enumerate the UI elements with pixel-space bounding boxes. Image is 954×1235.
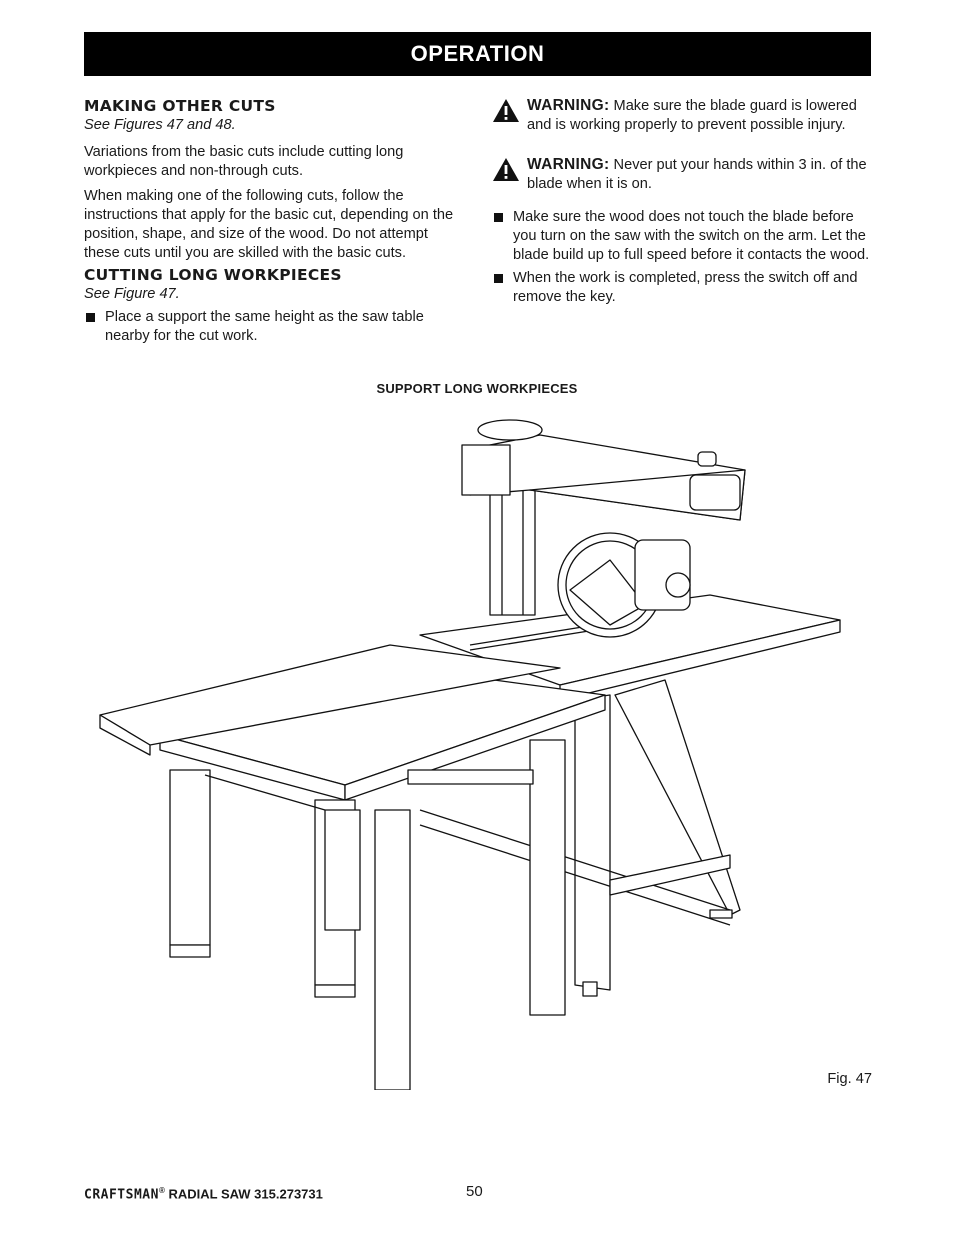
warning-triangle-icon xyxy=(492,98,520,123)
registered-mark: ® xyxy=(158,1186,165,1195)
brand-logo: CRAFTSMAN xyxy=(84,1187,159,1203)
paragraph: Variations from the basic cuts include cutting long workpieces and non-through cuts. xyxy=(84,144,404,179)
figure-reference: See Figures 47 and 48. xyxy=(84,117,236,133)
bullet-item xyxy=(492,269,874,307)
warning-text: Make sure the blade guard is lowered and is working properly to prevent possible injury. xyxy=(527,98,857,133)
figure-reference: See Figure 47. xyxy=(84,286,180,302)
page-number: 50 xyxy=(466,1183,483,1200)
bullet-text: Place a support the same height as the saw table nearby for the cut work. xyxy=(105,309,424,344)
right-column xyxy=(492,96,874,311)
section-heading-other-cuts: MAKING OTHER CUTS xyxy=(84,97,276,115)
warning-blade-guard xyxy=(492,96,874,135)
paragraph: When making one of the following cuts, follow the instructions that apply for the basic cut, depending on the position, shape, and size of the wood. Do not attempt these cuts until you are skilled with the basic cuts. xyxy=(84,188,454,261)
support-table xyxy=(100,645,605,1090)
bullet-square-icon xyxy=(494,213,503,222)
figure-title: SUPPORT LONG WORKPIECES xyxy=(376,381,578,396)
section-banner: OPERATION xyxy=(84,32,871,76)
warning-label: WARNING: xyxy=(527,97,610,114)
bullet-text: Make sure the wood does not touch the blade before you turn on the saw with the switch on the arm. Let the blade build up to full speed before it contacts the wood. xyxy=(513,209,870,263)
warning-hands xyxy=(492,155,874,194)
bullet-square-icon xyxy=(86,313,95,322)
radial-saw-illustration xyxy=(90,410,850,1090)
bullet-item xyxy=(492,208,874,265)
warning-label: WARNING: xyxy=(527,156,610,173)
model-name: RADIAL SAW 315.273731 xyxy=(164,1186,323,1202)
bullet-text: When the work is completed, press the switch off and remove the key. xyxy=(513,270,858,305)
bullet-item xyxy=(84,308,464,346)
warning-triangle-icon xyxy=(492,157,520,182)
saw-column xyxy=(490,485,535,615)
footer-brand xyxy=(84,1186,323,1202)
left-column xyxy=(84,96,464,350)
section-heading-long-workpieces: CUTTING LONG WORKPIECES xyxy=(84,266,342,284)
bullet-square-icon xyxy=(494,274,503,283)
warning-text: Never put your hands within 3 in. of the blade when it is on. xyxy=(527,157,867,192)
figure-label: Fig. 47 xyxy=(827,1071,872,1087)
